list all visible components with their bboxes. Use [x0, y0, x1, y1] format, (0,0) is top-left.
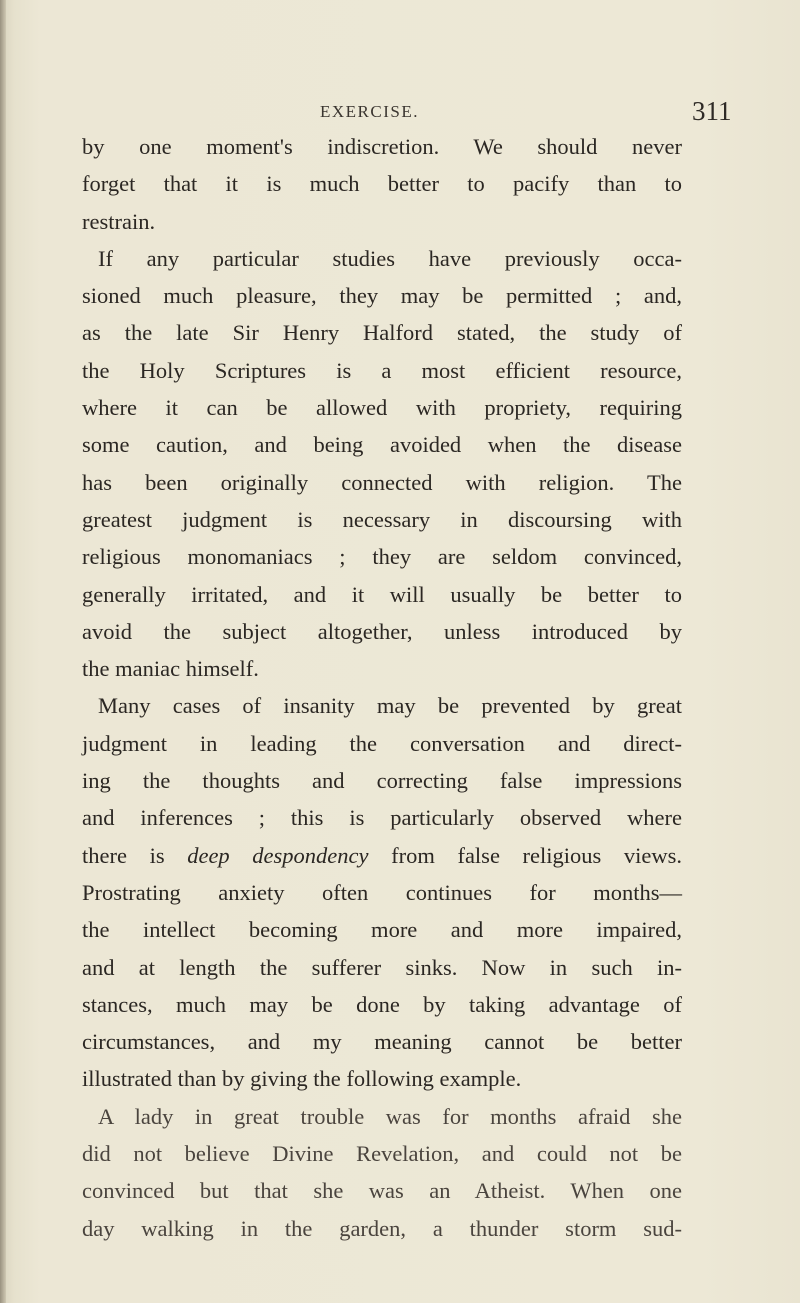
text-line: sioned much pleasure, they may be permitted ; and,	[82, 283, 682, 309]
emphasis-text: deep despondency	[187, 842, 369, 868]
text-line: avoid the subject altogether, unless introduced by	[82, 618, 682, 644]
text-line: circumstances, and my meaning cannot be better	[82, 1029, 682, 1055]
text-line: where it can be allowed with propriety, requiring	[82, 395, 682, 421]
text-line: did not believe Divine Revelation, and could not be	[82, 1141, 682, 1167]
text-line: and at length the sufferer sinks. Now in such in-	[82, 954, 682, 980]
text-line: the intellect becoming more and more impaired,	[82, 917, 682, 943]
text-line: some caution, and being avoided when the disease	[82, 432, 682, 458]
running-head	[0, 96, 800, 132]
paragraph-start-line: Many cases of insanity may be prevented by great	[98, 693, 682, 719]
text-line: convinced but that she was an Atheist. When one	[82, 1178, 682, 1204]
text-line: the Holy Scriptures is a most efficient resource,	[82, 357, 682, 383]
text-line: judgment in leading the conversation and direct-	[82, 730, 682, 756]
text-line: day walking in the garden, a thunder storm sud-	[82, 1215, 682, 1241]
paragraph-end-line: the maniac himself.	[82, 656, 259, 682]
text-line: religious monomaniacs ; they are seldom convinced,	[82, 544, 682, 570]
text-fragment: from false religious views.	[391, 842, 682, 868]
text-line: and inferences ; this is particularly observed where	[82, 805, 682, 831]
text-line: by one moment's indiscretion. We should never	[82, 134, 682, 159]
paragraph-end-line: restrain.	[82, 208, 156, 234]
text-line: greatest judgment is necessary in discoursing with	[82, 506, 682, 532]
binding-edge	[0, 0, 6, 1303]
page-number: 311	[692, 96, 732, 126]
text-line: ing the thoughts and correcting false impressions	[82, 768, 682, 794]
text-line: stances, much may be done by taking advantage of	[82, 991, 682, 1017]
paragraph-start-line: If any particular studies have previously occa-	[98, 245, 682, 271]
paragraph-end-line: illustrated than by giving the following example.	[82, 1066, 522, 1092]
paragraph-start-line: A lady in great trouble was for months afraid she	[98, 1103, 682, 1129]
text-line: forget that it is much better to pacify than to	[82, 171, 682, 197]
text-line: has been originally connected with religion. The	[82, 469, 682, 495]
text-line: as the late Sir Henry Halford stated, the study of	[82, 320, 682, 346]
text-line: generally irritated, and it will usually be better to	[82, 581, 682, 607]
text-line: Prostrating anxiety often continues for months—	[82, 879, 682, 905]
running-head-title: EXERCISE.	[320, 102, 419, 121]
text-fragment: there is	[82, 842, 165, 868]
body-text	[82, 128, 682, 1247]
text-line-with-emphasis	[82, 837, 682, 874]
